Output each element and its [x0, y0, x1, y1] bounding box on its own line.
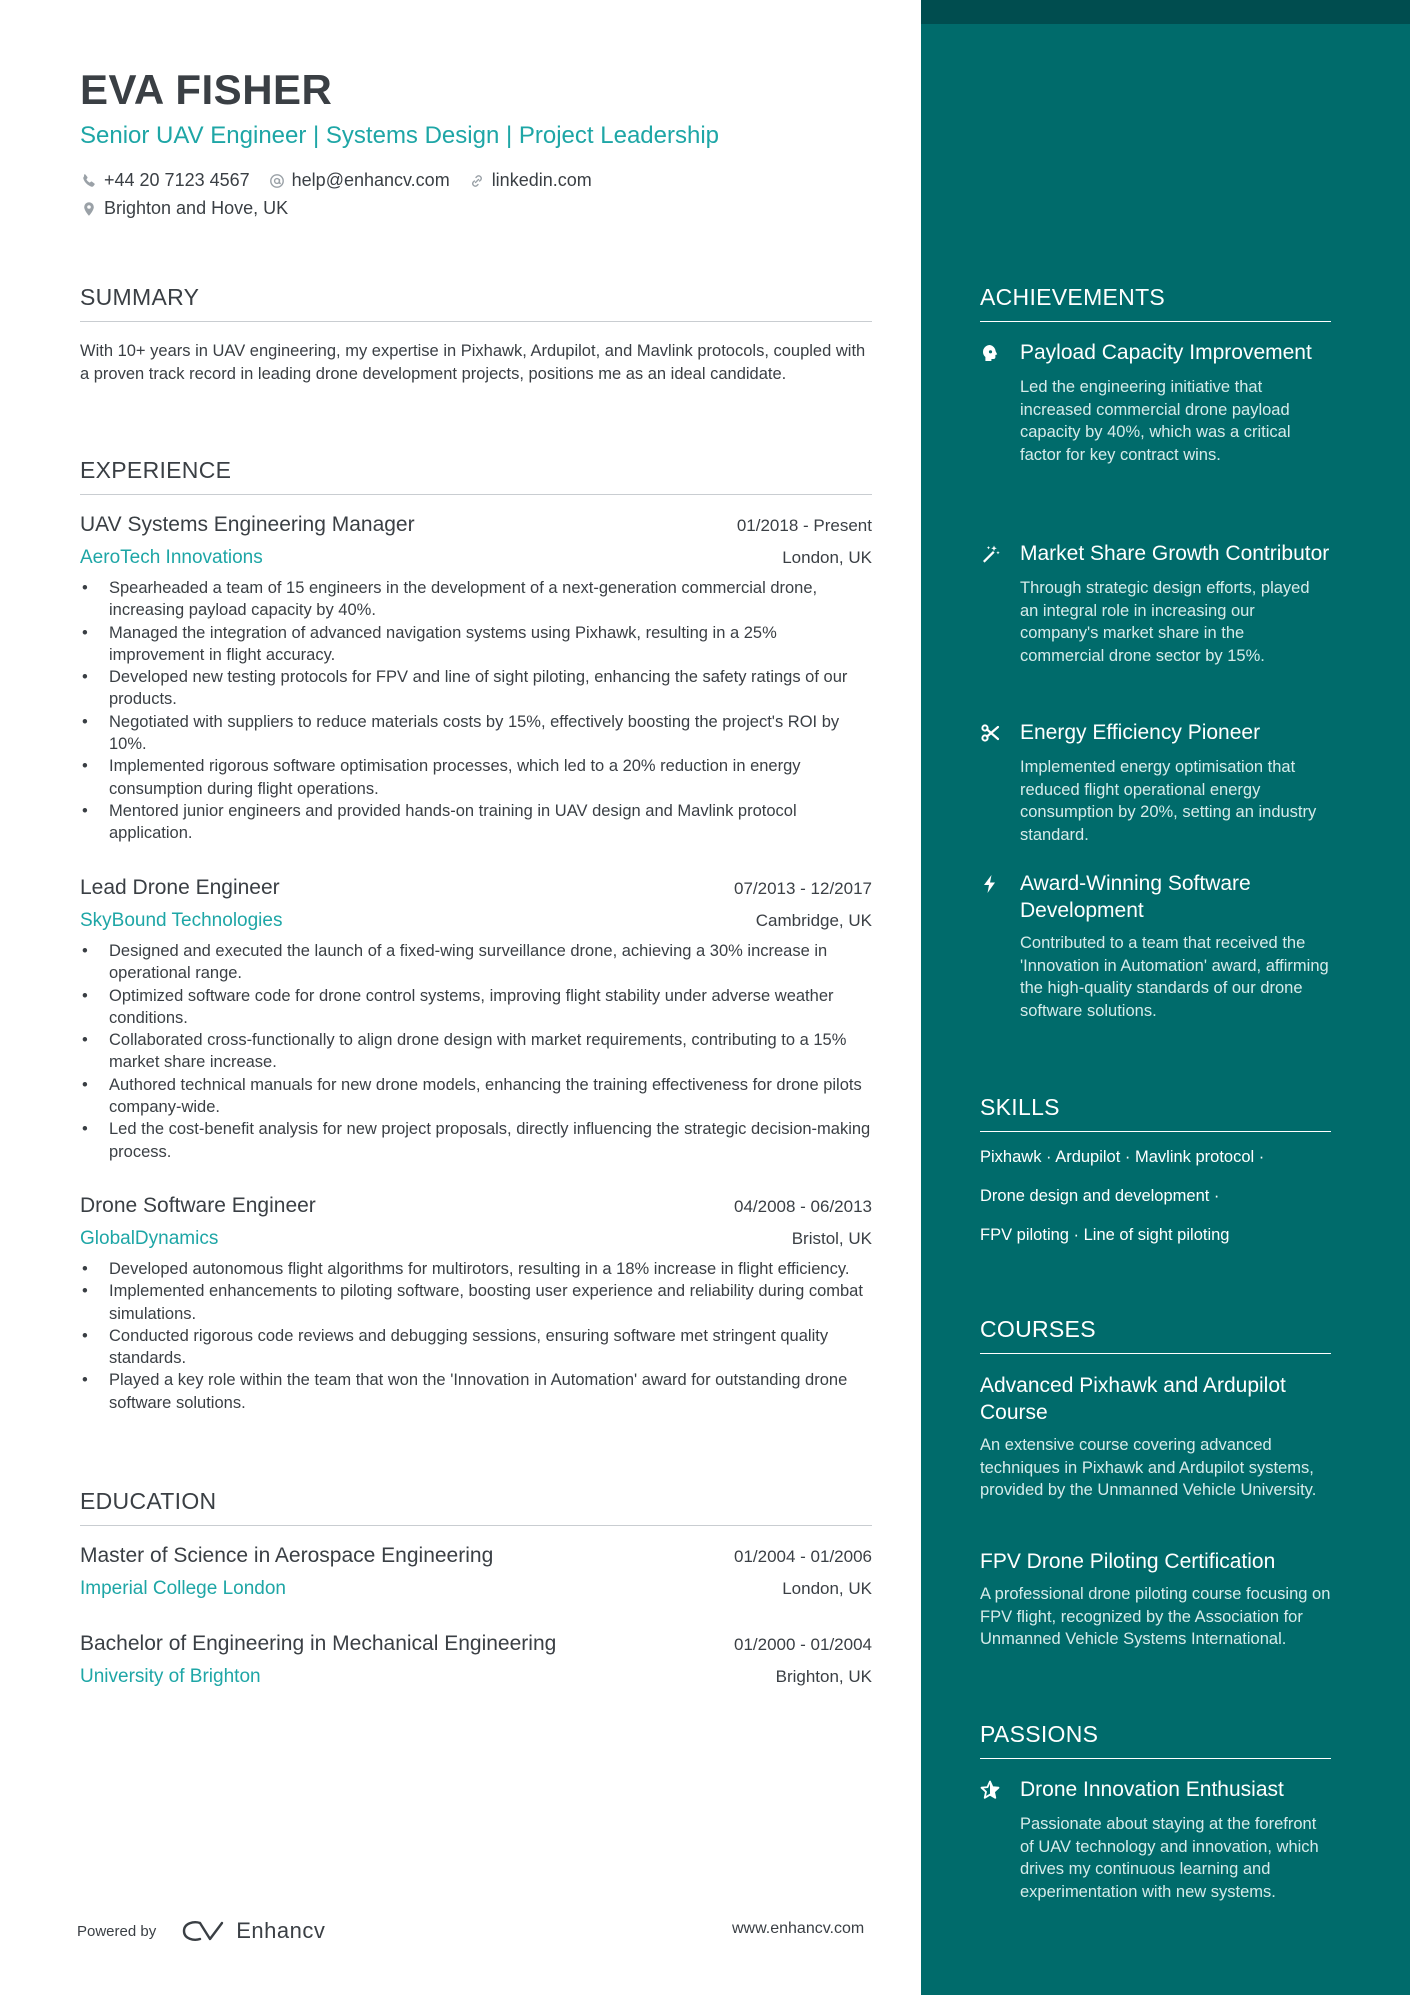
job-bullet: • Designed and executed the launch of a fixed-wing surveillance drone, achieving a 30% increase in operational range. — [80, 940, 872, 985]
job-bullet: • Led the cost-benefit analysis for new project proposals, directly influencing the strategic decision-making process. — [80, 1118, 872, 1163]
job-bullets — [80, 577, 872, 845]
job-location: Cambridge, UK — [755, 911, 872, 930]
achievement-title: Energy Efficiency Pioneer — [1020, 721, 1261, 744]
job-bullets — [80, 1258, 872, 1414]
course-description: A professional drone piloting course focusing on FPV flight, recognized by the Association for Unmanned Vehicle Systems International. — [980, 1585, 1331, 1648]
education-school[interactable]: Imperial College London — [80, 1578, 286, 1599]
phone-text: +44 20 7123 4567 — [104, 170, 250, 190]
candidate-name: EVA FISHER — [80, 66, 333, 113]
education-location: Brighton, UK — [775, 1667, 872, 1686]
summary-heading: SUMMARY — [80, 284, 872, 322]
job-bullet: • Developed autonomous flight algorithms for multirotors, resulting in a 18% increase in flight efficiency. — [80, 1258, 872, 1280]
job-entry — [80, 513, 872, 845]
achievement-description: Implemented energy optimisation that reduced flight operational energy consumption by 20%, setting an industry standard. — [1020, 758, 1317, 844]
location-contact — [80, 198, 288, 219]
star-icon — [980, 1776, 1020, 1805]
job-bullet: • Implemented rigorous software optimisation processes, which led to a 20% reduction in energy consumption during flight operations. — [80, 755, 872, 800]
job-company[interactable]: GlobalDynamics — [80, 1228, 219, 1249]
job-bullet: • Collaborated cross-functionally to align drone design with market requirements, contributing to a 15% market share increase. — [80, 1029, 872, 1074]
job-bullet: • Mentored junior engineers and provided hands-on training in UAV design and Mavlink protocol application. — [80, 800, 872, 845]
passion-title: Drone Innovation Enthusiast — [1020, 1778, 1284, 1801]
enhancv-logo[interactable] — [180, 1918, 325, 1944]
achievement-title: Market Share Growth Contributor — [1020, 542, 1330, 565]
scissors-icon — [980, 719, 1020, 748]
achievement-description: Contributed to a team that received the 'Innovation in Automation' award, affirming the high-quality standards of our drone software solutions. — [1020, 934, 1329, 1020]
passion-item — [980, 1776, 1331, 1903]
footer-branding — [77, 1918, 325, 1944]
location-pin-icon — [80, 200, 98, 218]
education-school[interactable]: University of Brighton — [80, 1666, 261, 1687]
job-bullet: • Negotiated with suppliers to reduce materials costs by 15%, effectively boosting the project's ROI by 10%. — [80, 711, 872, 756]
achievement-item — [980, 339, 1331, 466]
job-bullet: • Spearheaded a team of 15 engineers in the development of a next-generation commercial drone, increasing payload capacity by 40%. — [80, 577, 872, 622]
sidebar-top-band — [921, 0, 1410, 24]
education-entry — [80, 1632, 872, 1688]
passion-description: Passionate about staying at the forefront of UAV technology and innovation, which drives my continuous learning and experimentation with new systems. — [1020, 1815, 1319, 1901]
skills-line: FPV piloting · Line of sight piloting — [980, 1226, 1230, 1244]
job-company[interactable]: SkyBound Technologies — [80, 910, 283, 931]
email-text: help@enhancv.com — [291, 170, 450, 190]
location-text: Brighton and Hove, UK — [104, 198, 289, 218]
job-entry — [80, 876, 872, 1163]
summary-text: With 10+ years in UAV engineering, my expertise in Pixhawk, Ardupilot, and Mavlink protocols, coupled with a proven track record in leading drone development projects, positions me as an ideal candidate. — [80, 342, 866, 383]
course-title: FPV Drone Piloting Certification — [980, 1550, 1276, 1573]
achievement-description: Through strategic design efforts, played an integral role in increasing our company's market share in the commercial drone sector by 15%. — [1020, 579, 1310, 665]
job-bullet: • Conducted rigorous code reviews and debugging sessions, ensuring software met stringent quality standards. — [80, 1325, 872, 1370]
email-contact[interactable] — [268, 170, 450, 191]
course-item — [980, 1548, 1331, 1651]
passions-heading: PASSIONS — [980, 1721, 1331, 1759]
link-icon — [468, 172, 486, 190]
enhancv-logo-icon — [180, 1919, 226, 1943]
education-date: 01/2004 - 01/2006 — [733, 1547, 872, 1566]
headline: Senior UAV Engineer | Systems Design | Project Leadership — [80, 122, 719, 149]
skills-line: Pixhawk · Ardupilot · Mavlink protocol · — [980, 1148, 1265, 1166]
phone-contact — [80, 170, 250, 191]
phone-icon — [80, 172, 98, 190]
job-role: UAV Systems Engineering Manager — [80, 513, 415, 536]
job-bullet: • Managed the integration of advanced navigation systems using Pixhawk, resulting in a 25% improvement in flight accuracy. — [80, 622, 872, 667]
achievement-item — [980, 719, 1331, 846]
job-bullet: • Developed new testing protocols for FPV and line of sight piloting, enhancing the safety ratings of our products. — [80, 666, 872, 711]
job-bullet: • Played a key role within the team that won the 'Innovation in Automation' award for outstanding drone software solutions. — [80, 1369, 872, 1414]
magic-wand-icon — [980, 540, 1020, 569]
enhancv-brand-name: Enhancv — [236, 1918, 326, 1943]
job-bullet: • Authored technical manuals for new drone models, enhancing the training effectiveness for drone pilots company-wide. — [80, 1074, 872, 1119]
achievement-title: Payload Capacity Improvement — [1020, 341, 1312, 364]
education-degree: Bachelor of Engineering in Mechanical Engineering — [80, 1632, 557, 1655]
skills-list — [980, 1148, 1331, 1265]
job-bullet: • Implemented enhancements to piloting software, boosting user experience and reliability during combat simulations. — [80, 1280, 872, 1325]
job-date: 01/2018 - Present — [736, 516, 872, 535]
job-role: Lead Drone Engineer — [80, 876, 280, 899]
location-row — [80, 198, 288, 219]
sidebar — [921, 0, 1410, 1995]
education-entry — [80, 1544, 872, 1600]
course-description: An extensive course covering advanced techniques in Pixhawk and Ardupilot systems, provided by the Unmanned Vehicle University. — [980, 1436, 1317, 1499]
achievement-description: Led the engineering initiative that increased commercial drone payload capacity by 40%, which was a critical factor for key contract wins. — [1020, 378, 1291, 464]
job-date: 07/2013 - 12/2017 — [733, 879, 872, 898]
powered-by-label: Powered by — [77, 1922, 157, 1940]
skills-line: Drone design and development · — [980, 1187, 1220, 1205]
linkedin-contact[interactable] — [468, 170, 592, 191]
brain-icon — [980, 339, 1020, 368]
job-role: Drone Software Engineer — [80, 1194, 316, 1217]
education-location: London, UK — [782, 1579, 872, 1598]
job-bullet: • Optimized software code for drone control systems, improving flight stability under adverse weather conditions. — [80, 985, 872, 1030]
skills-heading: SKILLS — [980, 1094, 1331, 1132]
course-title: Advanced Pixhawk and Ardupilot Course — [980, 1374, 1286, 1424]
footer-website[interactable]: www.enhancv.com — [732, 1920, 865, 1937]
job-date: 04/2008 - 06/2013 — [733, 1197, 872, 1216]
contact-row — [80, 170, 592, 191]
experience-heading: EXPERIENCE — [80, 457, 872, 495]
achievement-title: Award-Winning Software Development — [1020, 872, 1251, 922]
course-item — [980, 1372, 1331, 1502]
courses-heading: COURSES — [980, 1316, 1331, 1354]
achievements-heading: ACHIEVEMENTS — [980, 284, 1331, 322]
at-icon — [268, 172, 286, 190]
achievement-item — [980, 540, 1331, 667]
achievement-item — [980, 870, 1331, 1022]
job-location: Bristol, UK — [791, 1229, 872, 1248]
job-bullets — [80, 940, 872, 1163]
education-date: 01/2000 - 01/2004 — [733, 1635, 872, 1654]
linkedin-text: linkedin.com — [491, 170, 592, 190]
job-location: London, UK — [782, 548, 872, 567]
lightning-icon — [980, 870, 1020, 899]
education-heading: EDUCATION — [80, 1488, 872, 1526]
education-degree: Master of Science in Aerospace Engineering — [80, 1544, 494, 1567]
job-entry — [80, 1194, 872, 1414]
job-company[interactable]: AeroTech Innovations — [80, 547, 263, 568]
